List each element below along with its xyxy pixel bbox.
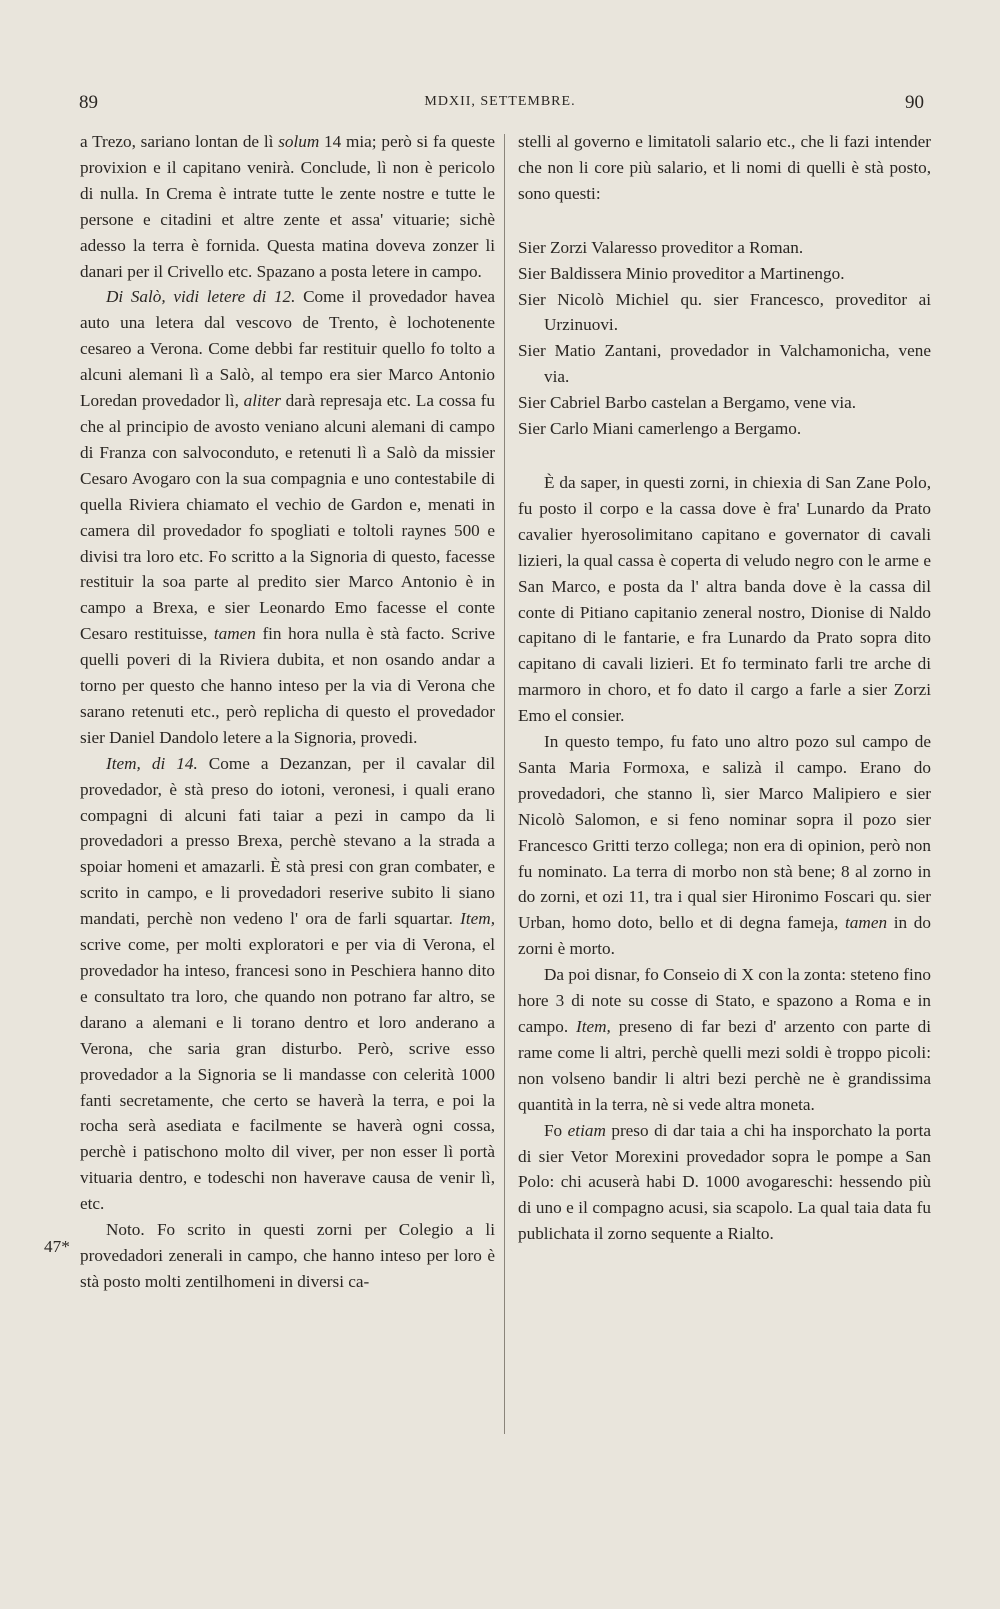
- paragraph: Sier Cabriel Barbo castelan a Bergamo, vene via.: [518, 393, 857, 413]
- column-divider: [504, 134, 505, 1434]
- paragraph: È da saper, in questi zorni, in chiexia di San Zane Polo, fu posto il corpo e la cassa dove è fra' Lunardo da Prato cavalier hyerosolimitano capitano e governator di cavali lizieri, la qual cassa è coperta di veludo negro con le arme e San Marco, e posta da l' altra banda dove è la cassa dil conte di Pitiano capitanio zeneral nostro, Dionise di Naldo capitano di le fantarie, e fra Lunardo da Prato sopra dito capitano di cavali lizieri. Et fo terminato farli tre arche di marmoro in choro, et fo dato il cargo a farle a sier Zorzi Emo el consier.: [518, 472, 931, 726]
- paragraph: Item, di 14. Come a Dezanzan, per il cavalar dil provedador, è stà preso do iotoni, veronesi, i quali erano compagni di alcuni fati taiar a pezi in campo da li provedadori a presso Brexa, perchè stevano a la strada a spoiar homeni et amazarli. È stà presi con gran combater, e scrito in campo, e li provedadori reserive subito li siano mandati, perchè non vedeno l' ora de farli squartar. Item, scrive come, per molti exploratori e per via di Verona, el provedador ha inteso, francesi sono in Peschiera hanno dito e consultato tra loro, che quando non potrano far altro, se darano a alemani e li torano dentro et loro anderano a Verona, che saria gran disturbo. Però, scrive esso provedador a la Signoria se li mandasse con celerità 1000 fanti secretamente, che certo se haverà la terra, e poi la rocha serà asediata e facilmente se haverà ogni cossa, perchè i patischono molto dil viver, per non esser lì portà vituaria dentro, e todeschi non haverave causa de venir lì, etc.: [80, 753, 495, 1214]
- page-header: [0, 92, 1000, 122]
- paragraph-spacer: [518, 207, 931, 235]
- paragraph: In questo tempo, fu fato uno altro pozo sul campo de Santa Maria Formoxa, e salizà il campo. Erano do provedadori, che stanno lì, sier Marco Malipiero e sier Nicolò Salomon, e si feno nominar sopra il pozo sier Francesco Gritti terzo collega; non era di opinion, però non fu nominato. La terra di morbo non stà bene; 8 al zorno in do zorni, et ozi 11, tra i qual sier Hironimo Foscari qu. sier Urban, homo doto, bello et di degna fameja, tamen in do zorni è morto.: [518, 732, 931, 959]
- paragraph: Di Salò, vidi letere di 12. Come il provedador havea auto una letera dal vescovo de Trento, è lochotenente cesareo a Verona. Come debbi far restituir quello fo tolto a alcuni alemani lì a Salò, al tempo era sier Marco Antonio Loredan provedador lì, aliter darà represaja etc. La cossa fu che al principio de avosto veniano alcuni alemani di campo di Franza con salvoconduto, e retenuti lì a Salò da missier Cesaro Avogaro con la sua compagnia e uno contestabile di quella Riviera chiamato el vechio de Gardon e, menati in camera dil provedador fo spogliati e toltoli raynes 500 e divisi tra loro etc. Fo scritto a la Signoria di questo, facesse restituir la soa parte al predito sier Marco Antonio è in campo a Brexa, e sier Leonardo Emo facesse el conte Cesaro restituisse, tamen fin hora nulla è stà facto. Scrive quelli poveri di la Riviera dubita, et non osando andar a torno per questo che hanno inteso per la via di Verona che sarano retenuti etc., però replicha di questo el provedador sier Daniel Dandolo letere a la Signoria, provedi.: [80, 287, 496, 747]
- paragraph: Sier Nicolò Michiel qu. sier Francesco, proveditor ai Urzinuovi.: [518, 289, 931, 335]
- paragraph: Sier Matio Zantani, provedador in Valchamonicha, vene via.: [518, 341, 931, 387]
- paragraph-spacer: [518, 442, 931, 470]
- paragraph: Sier Carlo Miani camerlengo a Bergamo.: [518, 419, 802, 439]
- paragraph: Sier Zorzi Valaresso proveditor a Roman.: [518, 237, 804, 257]
- paragraph: a Trezo, sariano lontan de lì solum 14 mia; però si fa queste provixion e il capitano venirà. Conclude, lì non è pericolo di nulla. In Crema è intrate tutte le zente nostre e tutte le persone e citadini et altre zente et assa' vituarie; sichè adesso la terra è fornida. Questa matina doveva zonzer li danari per il Crivello etc. Spazano a posta letere in campo.: [80, 132, 495, 281]
- margin-folio-number: 47*: [44, 1237, 70, 1256]
- paragraph: Noto. Fo scrito in questi zorni per Colegio a li provedadori zenerali in campo, che hanno inteso per loro è stà posto molti zentilhomeni in diversi ca-: [80, 1220, 495, 1291]
- paragraph: Da poi disnar, fo Conseio di X con la zonta: steteno fino hore 3 di note su cosse di Stato, e spazono a Roma e in campo. Item, preseno di far bezi d' arzento con parte di rame come li altri, perchè quelli mezi soldi è troppo picoli: non volseno bandir li altri bezi perchè ne è grandissima quantità in la terra, nè si vede altra moneta.: [518, 965, 931, 1114]
- paragraph: Sier Baldissera Minio proveditor a Martinengo.: [518, 263, 845, 283]
- paragraph: stelli al governo e limitatoli salario etc., che li fazi intender che non li core più salario, et li nomi di quelli è stà posto, sono questi:: [518, 132, 931, 203]
- page-number-left: 89: [79, 92, 98, 113]
- left-text-column: [80, 129, 495, 1295]
- page-number-right: 90: [905, 92, 924, 113]
- running-title: MDXII, SETTEMBRE.: [424, 94, 576, 109]
- paragraph: Fo etiam preso di dar taia a chi ha insporchato la porta di sier Vetor Morexini provedador sopra le pompe a San Polo: chi acuserà habi D. 1000 avogareschi: hessendo più di uno e il compagno acusi, sia scapolo. La qual taia data fu publichata il zorno sequente a Rialto.: [518, 1120, 932, 1244]
- right-text-column: [518, 129, 931, 1247]
